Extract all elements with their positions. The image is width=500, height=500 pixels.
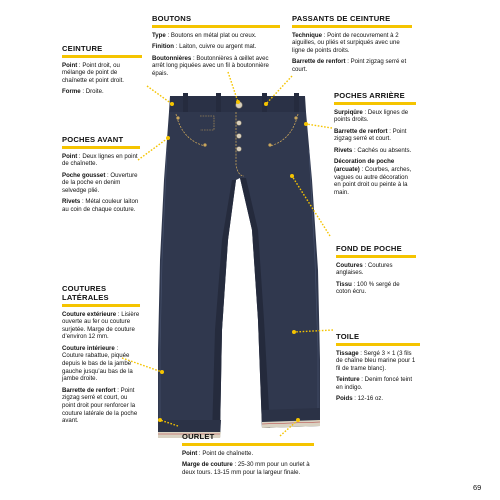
section-fond-poche (336, 244, 416, 300)
section-item: Technique : Point de recouvrement à 2 aiguilles, ou pliés et surpiqués avec une ligne de points droits. (292, 31, 400, 54)
leader-fond-poche (292, 176, 330, 236)
section-item: Tissage : Sergé 3 × 1 (3 fils de chaîne bleu marine pour 1 fil de trame blanc). (336, 349, 416, 372)
section-item: Point : Deux lignes en point de chaînette. (62, 152, 138, 168)
section-rule (292, 25, 412, 28)
section-title: OURLET (182, 432, 215, 441)
section-rule (62, 304, 140, 307)
section-item: Couture intérieure : Couture rabattue, piquée depuis le bas de la jambe gauche jusqu’au bas de la jambe droite. (62, 344, 133, 383)
leader-dot (158, 418, 162, 422)
section-item: Décoration de poche (arcuate) : Courbes, arches, vagues ou autre décoration en point droit ou peinte à la main. (334, 158, 412, 196)
section-ourlet (182, 432, 314, 480)
section-item: Barrette de renfort : Point zigzag serré et court. (292, 58, 407, 73)
leader-dot (170, 102, 174, 106)
section-passants (292, 14, 412, 77)
section-title: COUTURES LATÉRALES (62, 284, 109, 302)
section-item: Couture extérieure : Lisière ouverte au fer ou couture surjetée. Marge de couture d’environ 12 mm. (62, 310, 140, 341)
section-item: Point : Point droit, ou mélange de point de chaînette et point droit. (62, 61, 124, 84)
leader-dot (236, 100, 240, 104)
section-coutures-laterales (62, 284, 140, 429)
section-title: TOILE (336, 332, 360, 341)
section-rule (336, 255, 416, 258)
leader-dot (296, 418, 300, 422)
section-boutons (152, 14, 280, 81)
section-item: Finition : Laiton, cuivre ou argent mat. (152, 43, 257, 51)
section-item: Rivets : Métal couleur laiton au coin de chaque couture. (62, 198, 139, 214)
section-item: Boutonnières : Boutonnières à œillet avec arrêt long piquées avec un fil à boutonnière épais. (152, 54, 269, 77)
section-rule (182, 443, 314, 446)
section-item: Barrette de renfort : Point zigzag serré et court, ou point droit pour renforcer la couture latérale de la poche avant. (62, 386, 138, 425)
section-rule (334, 102, 416, 105)
section-rule (152, 25, 280, 28)
leader-toile (294, 330, 333, 332)
leader-ourlet (160, 420, 178, 426)
section-title: POCHES ARRIÈRE (334, 91, 405, 100)
section-rule (62, 55, 142, 58)
leader-dot (166, 136, 170, 140)
section-item: Type : Boutons en métal plat ou creux. (152, 31, 257, 39)
leader-dot (290, 174, 294, 178)
leader-poches-avant (138, 138, 168, 160)
section-title: BOUTONS (152, 14, 192, 23)
section-item: Surpiqûre : Deux lignes de points droits. (334, 108, 409, 124)
section-item: Poids : 12-16 oz. (336, 395, 384, 403)
section-rule (336, 343, 420, 346)
section-item: Point : Point de chaînette. (182, 449, 254, 457)
section-rule (62, 146, 140, 149)
leader-ceinture (147, 86, 172, 104)
section-item: Teinture : Denim foncé teint en indigo. (336, 376, 413, 391)
section-item: Coutures : Coutures anglaises. (336, 261, 393, 277)
section-ceinture (62, 44, 142, 100)
section-title: POCHES AVANT (62, 135, 124, 144)
section-item: Rivets : Cachés ou absents. (334, 146, 412, 154)
leader-poches-arriere (306, 124, 332, 128)
section-toile (336, 332, 420, 407)
section-item: Barrette de renfort : Point zigzag serré et court. (334, 127, 407, 143)
leader-dot (304, 122, 308, 126)
section-item: Forme : Droite. (62, 88, 104, 96)
section-poches-arriere (334, 91, 416, 200)
section-poches-avant (62, 135, 140, 218)
section-item: Marge de couture : 25-30 mm pour un ourlet à deux tours. 13-15 mm pour la largeur finale. (182, 461, 310, 476)
leader-dot (264, 102, 268, 106)
section-title: FOND DE POCHE (336, 244, 402, 253)
section-title: PASSANTS DE CEINTURE (292, 14, 391, 23)
page-number: 69 (473, 483, 482, 492)
leader-dot (160, 370, 164, 374)
leader-dot (292, 330, 296, 334)
section-item: Poche gousset : Ouverture de la poche en denim selvedge plié. (62, 171, 138, 194)
section-item: Tissu : 100 % sergé de coton écru. (336, 280, 400, 296)
section-title: CEINTURE (62, 44, 103, 53)
